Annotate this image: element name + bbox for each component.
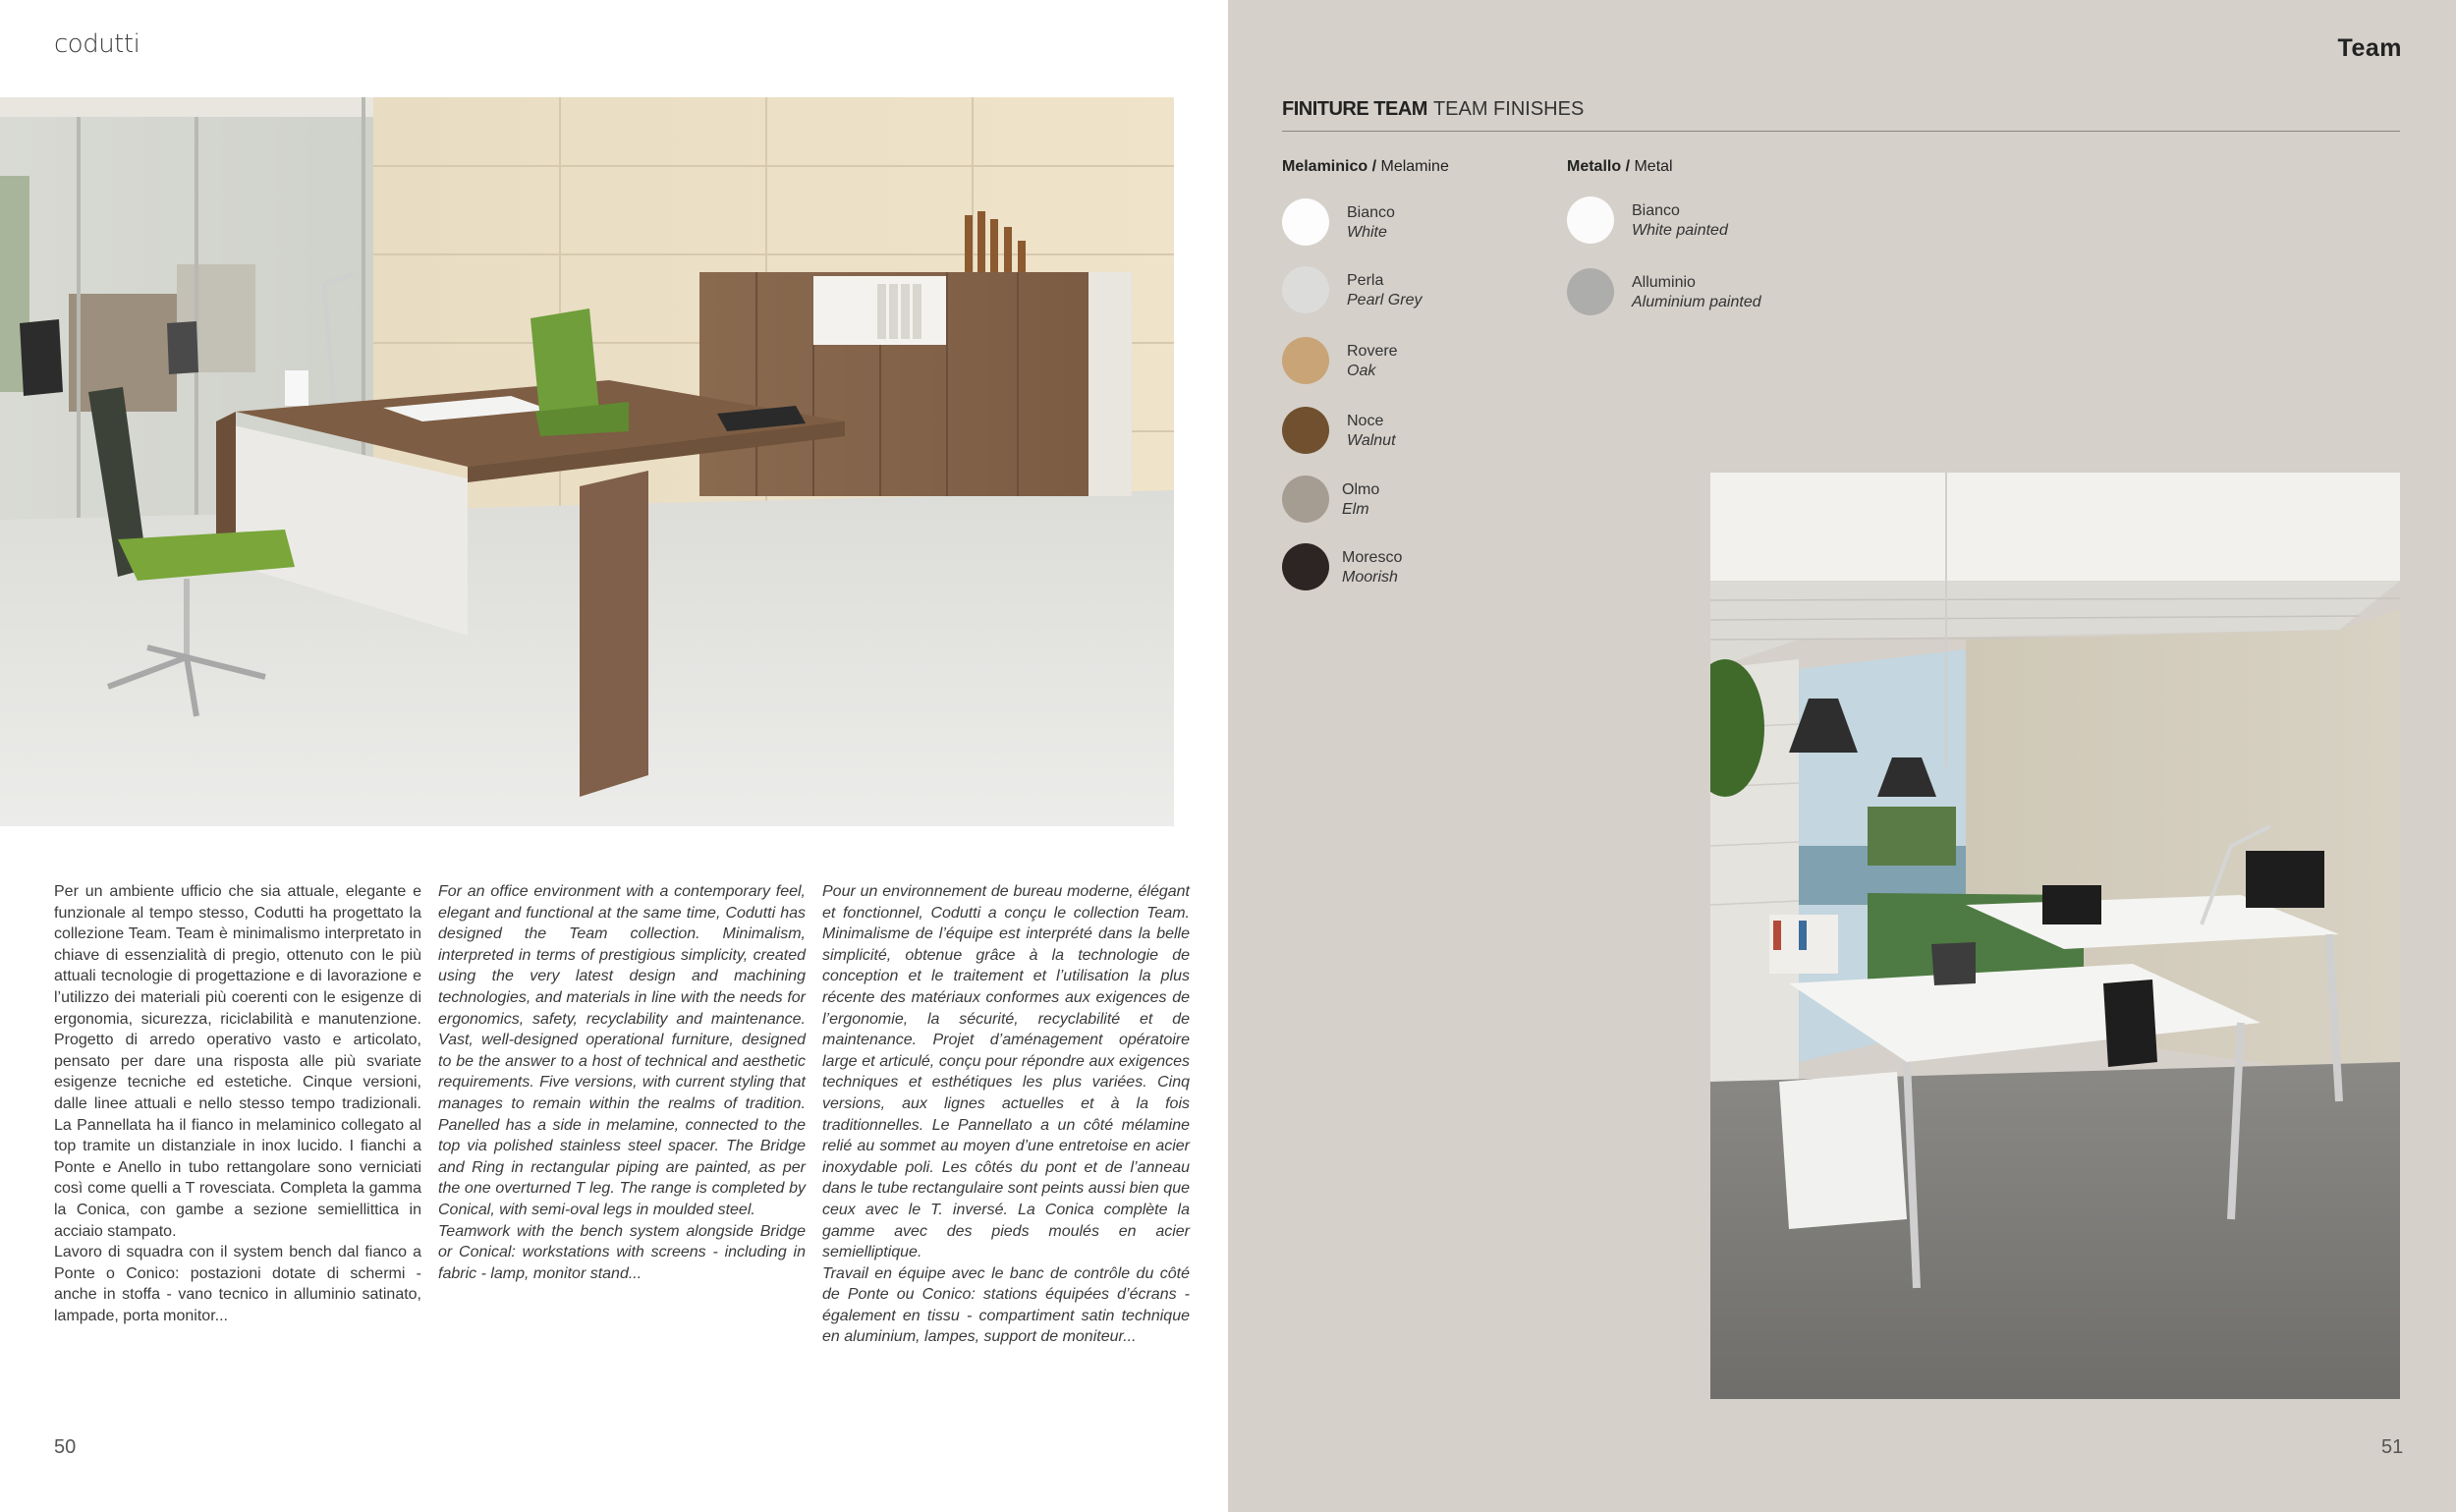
collection-title: Team bbox=[2337, 34, 2402, 62]
french-text-column bbox=[822, 881, 1190, 1348]
swatch-label-translation: Elm bbox=[1342, 501, 1369, 518]
swatch-alluminio bbox=[1567, 268, 1614, 315]
swatch-rovere bbox=[1282, 337, 1329, 384]
swatch-label: Rovere bbox=[1347, 343, 1398, 360]
swatch-label-translation: Walnut bbox=[1347, 432, 1396, 449]
french-paragraph: Travail en équipe avec le banc de contrôle du côté de Ponte ou Conico: stations équipées d’écrans - également en tissu - compartiment satin technique en aluminium, lampes, support de moniteur... bbox=[822, 1264, 1190, 1346]
swatch-label: Bianco bbox=[1347, 204, 1395, 221]
italian-paragraph: Per un ambiente ufficio che sia attuale, elegante e funzionale al tempo stesso, Codutti ha progettato la collezione Team. Team è minimalismo interpretato in chiave di essenzialità di pregio, ottenuto con le più attuali tecnologie di progettazione e di lavorazione e l’utilizzo dei materiali più coerenti con le esigenze di ergonomia, sicurezza, riciclabilità e manutenzione. Progetto di arredo operativo vasto e articolato, pensato per dare una risposta alle più svariate esigenze tecniche ed estetiche. Cinque versioni, dalle linee attuali e nello stesso tempo tradizionali. La Pannellata ha il fianco in melaminico collegato al top tramite un distanziale in inox lucido. I fianchi a Ponte e Anello in tubo rettangolare sono verniciati così come quelli a T rovesciata. Completa la gamma la Conica, con gambe a sezione semiellittica in acciaio stampato. bbox=[54, 883, 421, 1240]
swatch-label: Noce bbox=[1347, 413, 1384, 429]
english-paragraph: Teamwork with the bench system alongside Bridge or Conical: workstations with screens - including in fabric - lamp, monitor stand... bbox=[438, 1222, 806, 1282]
metal-label bbox=[1567, 158, 1673, 176]
swatch-label-translation: Aluminium painted bbox=[1632, 294, 1761, 310]
french-paragraph: Pour un environnement de bureau moderne, élégant et fonctionnel, Codutti a conçu le collection Team. Minimalisme de l’équipe est interprété dans la belle simplicité, obtenue grâce à la technologie de conception et le traitement et l’utilisation la plus récente des matériaux conformes aux exigences de l’ergonomie, la sécurité, recyclabilité et de maintenance. Projet d’aménagement opératoire large et articulé, conçu pour répondre aux exigences techniques et esthétiques les plus variées. Cinq versions, aux lignes actuelles et à la fois traditionnelles. Le Pannellato a un côté mélamine relié au sommet au moyen d’une entretoise en acier inoxydable poli. Les côtés du pont et de l’anneau dans le tube rectangulaire sont peints aussi bien que ceux avec le T. inversé. La Conica complète la gamme avec des pieds moulés en acier semielliptique. bbox=[822, 883, 1190, 1261]
brand-logo: codutti bbox=[54, 29, 140, 59]
swatch-label-translation: White bbox=[1347, 224, 1387, 241]
bench-office-photo bbox=[1710, 473, 2400, 1399]
english-text-column bbox=[438, 881, 806, 1284]
swatch-perla bbox=[1282, 266, 1329, 313]
finishes-heading bbox=[1282, 98, 2400, 132]
swatch-label-translation: White painted bbox=[1632, 222, 1728, 239]
melamine-label-bold: Melaminico / bbox=[1282, 158, 1377, 175]
executive-office-photo bbox=[0, 97, 1174, 826]
english-paragraph: For an office environment with a contemporary feel, elegant and functional at the same time, Codutti has designed the Team collection. Minimalism, interpreted in terms of prestigious simplicity, created using the very latest design and machining technologies, and materials in line with the needs for ergonomics, safety, recyclability and maintenance. Vast, well-designed operational furniture, designed to be the answer to a host of technical and aesthetic requirements. Five versions, with current styling that manages to remain within the realms of tradition. Panelled has a side in melamine, connected to the top via polished stainless steel spacer. The Bridge and Ring in rectangular piping are painted, as per the one overturned T leg. The range is completed by Conical, with semi-oval legs in moulded steel. bbox=[438, 883, 806, 1218]
swatch-label: Moresco bbox=[1342, 549, 1403, 566]
melamine-label bbox=[1282, 158, 1449, 176]
swatch-label: Alluminio bbox=[1632, 274, 1696, 291]
swatch-noce bbox=[1282, 407, 1329, 454]
swatch-label: Olmo bbox=[1342, 481, 1380, 498]
finishes-heading-light: TEAM FINISHES bbox=[1432, 98, 1585, 120]
metal-label-bold: Metallo / bbox=[1567, 158, 1631, 175]
swatch-bianco bbox=[1282, 198, 1329, 246]
swatch-label-translation: Moorish bbox=[1342, 569, 1398, 586]
swatch-label: Bianco bbox=[1632, 202, 1680, 219]
page-number-right: 51 bbox=[2381, 1436, 2404, 1458]
page-number-left: 50 bbox=[54, 1436, 77, 1458]
swatch-label-translation: Oak bbox=[1347, 363, 1376, 379]
metal-label-light: Metal bbox=[1634, 158, 1673, 175]
swatch-label: Perla bbox=[1347, 272, 1384, 289]
swatch-bianco-metal bbox=[1567, 196, 1614, 244]
finishes-heading-bold: FINITURE TEAM bbox=[1282, 98, 1427, 120]
italian-paragraph: Lavoro di squadra con il system bench dal fianco a Ponte o Conico: postazioni dotate di schermi - anche in stoffa - vano tecnico in alluminio satinato, lampade, porta monitor... bbox=[54, 1244, 421, 1324]
swatch-moresco bbox=[1282, 543, 1329, 590]
italian-text-column bbox=[54, 881, 421, 1326]
swatch-olmo bbox=[1282, 476, 1329, 523]
swatch-label-translation: Pearl Grey bbox=[1347, 292, 1423, 308]
melamine-label-light: Melamine bbox=[1380, 158, 1449, 175]
